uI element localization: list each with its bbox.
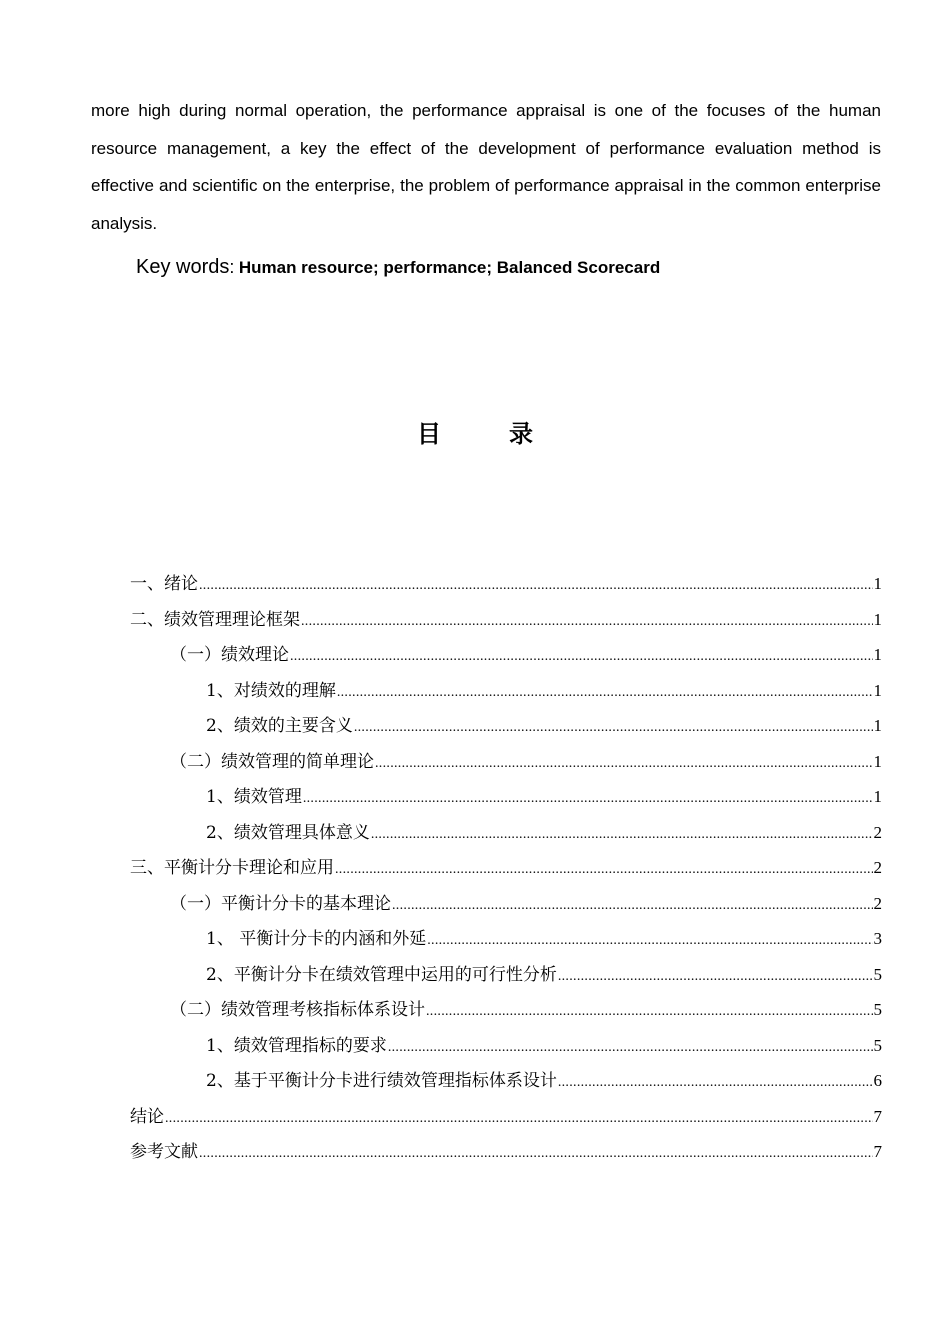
- toc-page-number: 1: [873, 716, 882, 735]
- toc-entry[interactable]: [130, 957, 882, 993]
- toc-entry-text: 1、对绩效的理解: [206, 680, 336, 701]
- toc-page-number: 2: [873, 858, 882, 877]
- toc-page-number: 5: [873, 1000, 882, 1019]
- toc-entry-text: 1、绩效管理: [206, 787, 302, 807]
- toc-dot-leader: [392, 888, 873, 924]
- toc-entry[interactable]: [130, 673, 882, 709]
- toc-page-number: 5: [873, 1035, 882, 1055]
- toc-page-number: 1: [873, 680, 882, 700]
- toc-dot-leader: [375, 746, 873, 782]
- toc-dot-leader: [301, 604, 873, 640]
- toc-entry-text: 一、绪论: [130, 574, 198, 594]
- toc-dot-leader: [199, 1136, 873, 1172]
- toc-title: 目录: [417, 420, 601, 448]
- toc-entry-text: 三、平衡计分卡理论和应用: [130, 858, 334, 878]
- toc-dot-leader: [290, 639, 873, 675]
- toc-entry[interactable]: [130, 1063, 882, 1099]
- toc-entry-text: 1、绩效管理指标的要求: [206, 1035, 387, 1056]
- toc-dot-leader: [426, 994, 873, 1030]
- toc-entry[interactable]: [130, 850, 882, 886]
- toc-entry-text: （一）平衡计分卡的基本理论: [170, 893, 391, 914]
- toc-entry-text: 2、绩效管理具体意义: [206, 822, 370, 843]
- toc-dot-leader: [199, 568, 873, 604]
- keywords-separator: :: [229, 257, 235, 277]
- toc-entry[interactable]: [130, 602, 882, 638]
- toc-entry[interactable]: [130, 566, 882, 602]
- toc-entry-text: 结论: [130, 1106, 164, 1127]
- toc-dot-leader: [427, 923, 872, 959]
- toc-entry[interactable]: [130, 1028, 882, 1064]
- toc-page-number: 3: [873, 929, 882, 948]
- toc-entry[interactable]: [130, 815, 882, 851]
- toc-dot-leader: [388, 1030, 873, 1066]
- abstract-paragraph: more high during normal operation, the performance appraisal is one of the focuses of the human resource management, a key the effect of the development of performance evaluation method is effective and scientific on the enterprise, the problem of performance appraisal in the common enterprise analysis.: [91, 101, 881, 233]
- keywords-label: Key words: [136, 256, 230, 278]
- toc-entry-text: （二）绩效管理的简单理论: [170, 751, 374, 772]
- toc-entry-text: 参考文献: [130, 1142, 198, 1162]
- toc-entry[interactable]: [130, 1099, 882, 1135]
- toc-dot-leader: [337, 675, 873, 711]
- toc-page-number: 1: [873, 574, 882, 593]
- toc-dot-leader: [371, 817, 873, 853]
- toc-entry[interactable]: [130, 637, 882, 673]
- toc-entry-text: 2、基于平衡计分卡进行绩效管理指标体系设计: [206, 1071, 557, 1091]
- toc-entry[interactable]: [130, 744, 882, 780]
- toc-dot-leader: [354, 710, 873, 746]
- toc-page-number: 1: [873, 645, 882, 664]
- toc-entry[interactable]: [130, 992, 882, 1028]
- toc-entry[interactable]: [130, 886, 882, 922]
- toc-page-number: 2: [873, 893, 882, 913]
- toc-page-number: 6: [873, 1071, 882, 1090]
- keywords-value: Human resource; performance; Balanced Scorecard: [238, 258, 661, 277]
- toc-page-number: 7: [873, 1106, 882, 1126]
- toc-entry-text: 2、绩效的主要含义: [206, 716, 353, 736]
- toc-page-number: 7: [873, 1142, 882, 1161]
- toc-dot-leader: [303, 781, 873, 817]
- toc-dot-leader: [165, 1101, 873, 1137]
- toc-entry[interactable]: [130, 1134, 882, 1170]
- toc-entry-text: 二、绩效管理理论框架: [130, 609, 300, 630]
- toc-page-number: 2: [873, 822, 882, 842]
- toc-page-number: 1: [873, 609, 882, 629]
- toc-entry-text: （二）绩效管理考核指标体系设计: [170, 1000, 425, 1020]
- toc-dot-leader: [558, 1065, 873, 1101]
- table-of-contents: [130, 566, 882, 1170]
- toc-entry-text: 2、平衡计分卡在绩效管理中运用的可行性分析: [206, 964, 557, 985]
- toc-dot-leader: [335, 852, 873, 888]
- toc-entry-text: 1、 平衡计分卡的内涵和外延: [206, 929, 427, 949]
- toc-page-number: 5: [873, 964, 882, 984]
- toc-entry[interactable]: [130, 921, 882, 957]
- toc-dot-leader: [558, 959, 873, 995]
- toc-entry[interactable]: [130, 708, 882, 744]
- toc-entry[interactable]: [130, 779, 882, 815]
- toc-entry-text: （一）绩效理论: [170, 645, 289, 665]
- keywords-line: [136, 256, 660, 279]
- toc-page-number: 1: [873, 787, 882, 806]
- toc-page-number: 1: [873, 751, 882, 771]
